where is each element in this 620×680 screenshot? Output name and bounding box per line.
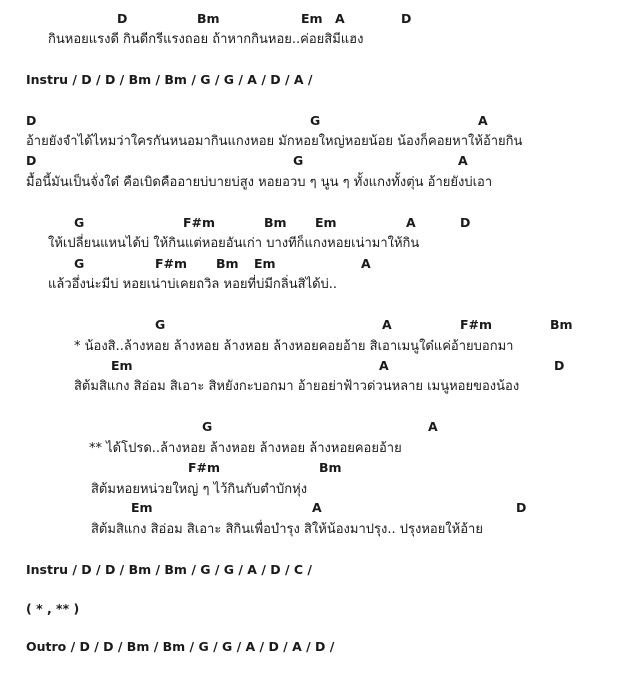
chord: Em <box>254 256 276 271</box>
chord: G <box>310 113 321 128</box>
chord: Bm <box>197 11 220 26</box>
chord: A <box>406 215 416 230</box>
chord: Bm <box>550 317 573 332</box>
verse2-lyric-2: แล้วอึ่งน่ะมีบ่ หอยเน่าบ่เคยถวิล หอยที่บ่มีกลิ่นสิได้บ่.. <box>48 277 338 292</box>
chord: A <box>382 317 392 332</box>
instrumental-line-1: Instru / D / D / Bm / Bm / G / G / A / D / A / <box>26 72 313 87</box>
chorus1-lyric-2: สิต้มสิแกง สิอ่อม สิเอาะ สิหยังกะบอกมา อ้ายอย่าฟ้าวด่วนหลาย เมนูหอยของน้อง <box>74 379 520 394</box>
chord: Em <box>315 215 337 230</box>
instrumental-line-2: Instru / D / D / Bm / Bm / G / G / A / D / C / <box>26 562 312 577</box>
chorus2-lyric-3: สิต้มสิแกง สิอ่อม สิเอาะ สิกินเพื่อบำรุง สิให้น้องมาปรุง.. ปรุงหอยให้อ้าย <box>91 522 483 537</box>
chord: A <box>478 113 488 128</box>
chord: D <box>117 11 128 26</box>
chord: A <box>361 256 371 271</box>
intro-lyric: กินหอยแรงดี กินดีกรีแรงถอย ถ้าหากกินหอย..ค่อยสิมีแฮง <box>48 32 364 47</box>
chord: G <box>74 256 85 271</box>
chord: Em <box>111 358 133 373</box>
chord: D <box>26 113 37 128</box>
chord: D <box>554 358 565 373</box>
chord: Bm <box>216 256 239 271</box>
chord: D <box>460 215 471 230</box>
chord: A <box>312 500 322 515</box>
verse1-lyric-1: อ้ายยังจำได้ไหมว่าใครกันหนอมากินแกงหอย มักหอยใหญ่หอยน้อย น้องก็คอยหาให้อ้ายกิน <box>26 134 523 149</box>
chord: D <box>516 500 527 515</box>
chorus2-lyric-1: ** ได้โปรด..ล้างหอย ล้างหอย ล้างหอย ล้างหอยคอยอ้าย <box>89 441 402 456</box>
verse2-lyric-1: ให้เปลี่ยนแหนได้บ่ ให้กินแต่หอยอันเก่า บางทีก็แกงหอยเน่ามาให้กิน <box>48 236 420 251</box>
chord: D <box>26 153 37 168</box>
chord: F#m <box>155 256 188 271</box>
chorus2-lyric-2: สิต้มหอยหน่วยใหญ่ ๆ ไว้กินกับตำบักหุ่ง <box>91 482 308 497</box>
chord: D <box>401 11 412 26</box>
chord: Em <box>131 500 153 515</box>
chord: A <box>335 11 345 26</box>
chord: Em <box>301 11 323 26</box>
chord: Bm <box>264 215 287 230</box>
repeat-marker: ( * , ** ) <box>26 601 80 616</box>
chord: A <box>458 153 468 168</box>
chord: A <box>379 358 389 373</box>
chord: G <box>293 153 304 168</box>
chord: Bm <box>319 460 342 475</box>
chord: F#m <box>188 460 221 475</box>
chord: F#m <box>183 215 216 230</box>
verse1-lyric-2: มื้อนี้มันเป็นจั่งใด๋ คือเบิดคืออายบ่บายบ่สูง หอยอวบ ๆ นูน ๆ ทั้งแกงทั้งตุ่น อ้ายยังบ่เอา <box>26 175 493 190</box>
chord: G <box>74 215 85 230</box>
chord: G <box>202 419 213 434</box>
chord: A <box>428 419 438 434</box>
chord: F#m <box>460 317 493 332</box>
chord: G <box>155 317 166 332</box>
outro-line: Outro / D / D / Bm / Bm / G / G / A / D / A / D / <box>26 639 335 654</box>
chorus1-lyric-1: * น้องสิ..ล้างหอย ล้างหอย ล้างหอย ล้างหอยคอยอ้าย สิเอาเมนูใด๋แค่อ้ายบอกมา <box>74 339 514 354</box>
